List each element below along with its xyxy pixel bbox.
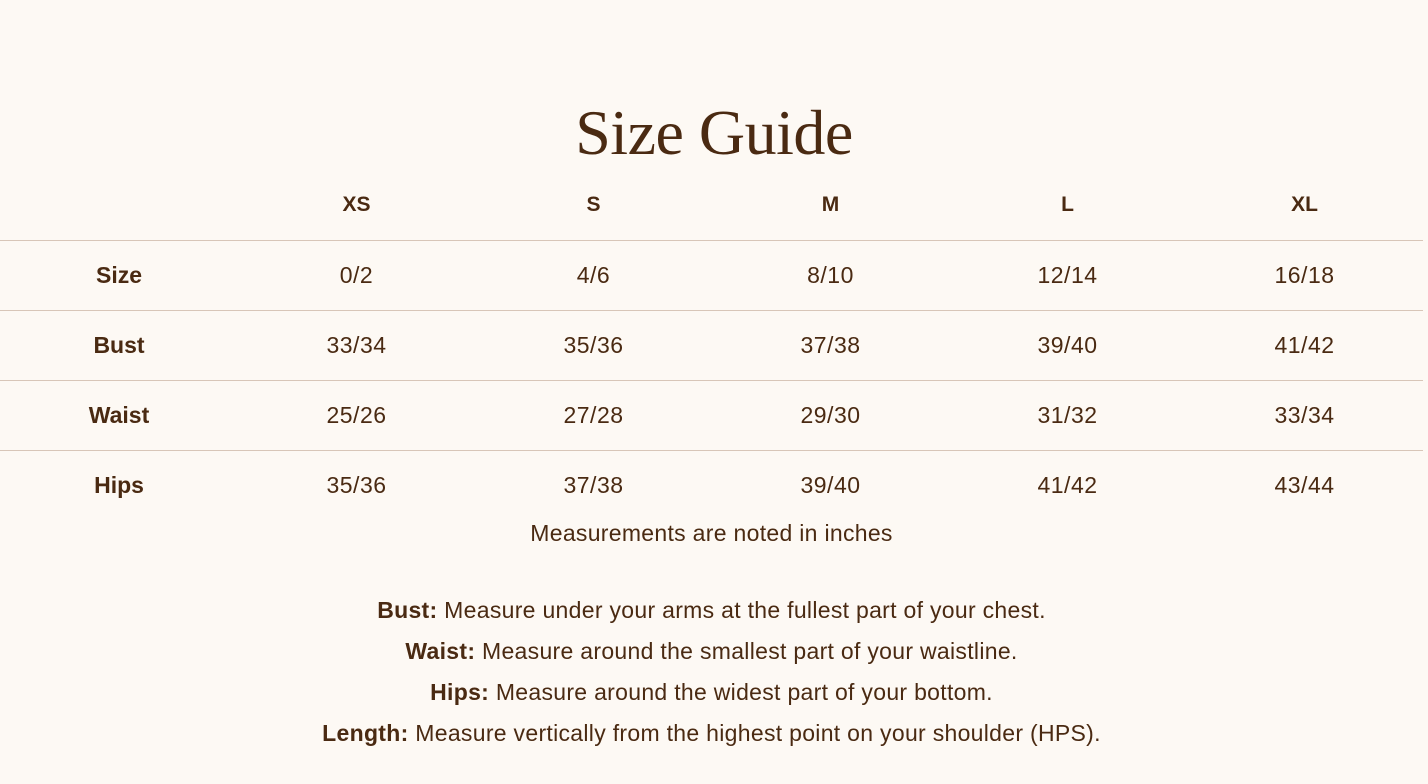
size-table xyxy=(0,170,1423,520)
row-label: Size xyxy=(95,262,143,288)
instruction-term: Length: xyxy=(322,720,409,746)
table-row xyxy=(0,311,1423,381)
measuring-instructions xyxy=(0,590,1423,754)
column-header: M xyxy=(821,193,840,216)
page-title: Size Guide xyxy=(575,96,853,168)
table-cell: 33/34 xyxy=(1274,402,1335,428)
row-label: Hips xyxy=(94,472,144,498)
table-cell: 41/42 xyxy=(1037,472,1098,498)
table-cell: 0/2 xyxy=(339,262,374,288)
table-cell: 27/28 xyxy=(563,402,624,428)
instruction-text: Measure under your arms at the fullest part of your chest. xyxy=(437,597,1046,623)
table-row xyxy=(0,451,1423,521)
row-label: Waist xyxy=(88,402,150,428)
instruction-hips xyxy=(0,672,1423,713)
instruction-length xyxy=(0,713,1423,754)
table-cell: 16/18 xyxy=(1274,262,1335,288)
table-header-row xyxy=(0,170,1423,241)
column-header: XS xyxy=(342,193,371,216)
table-cell: 41/42 xyxy=(1274,332,1335,358)
instruction-term: Waist: xyxy=(405,638,476,664)
instruction-term: Bust: xyxy=(377,597,438,623)
table-row xyxy=(0,381,1423,451)
instruction-term: Hips: xyxy=(430,679,490,705)
column-header: XL xyxy=(1291,193,1318,216)
table-cell: 29/30 xyxy=(800,402,861,428)
table-cell: 37/38 xyxy=(800,332,861,358)
table-cell: 12/14 xyxy=(1037,262,1098,288)
table-cell: 8/10 xyxy=(807,262,854,288)
table-row xyxy=(0,241,1423,311)
instruction-text: Measure vertically from the highest point on your shoulder (HPS). xyxy=(408,720,1101,746)
instruction-waist xyxy=(0,631,1423,672)
table-cell: 39/40 xyxy=(1037,332,1098,358)
column-header: S xyxy=(586,193,601,216)
table-cell: 39/40 xyxy=(800,472,861,498)
instruction-text: Measure around the widest part of your bottom. xyxy=(489,679,993,705)
row-label: Bust xyxy=(93,332,145,358)
table-cell: 37/38 xyxy=(563,472,624,498)
table-cell: 43/44 xyxy=(1274,472,1335,498)
table-cell: 31/32 xyxy=(1037,402,1098,428)
header-empty-cell xyxy=(0,170,238,241)
table-cell: 4/6 xyxy=(576,262,611,288)
table-cell: 25/26 xyxy=(326,402,387,428)
table-cell: 35/36 xyxy=(563,332,624,358)
instruction-text: Measure around the smallest part of your waistline. xyxy=(475,638,1018,664)
instruction-bust xyxy=(0,590,1423,631)
measurement-note: Measurements are noted in inches xyxy=(530,520,893,546)
table-cell: 35/36 xyxy=(326,472,387,498)
table-cell: 33/34 xyxy=(326,332,387,358)
column-header: L xyxy=(1061,193,1074,216)
